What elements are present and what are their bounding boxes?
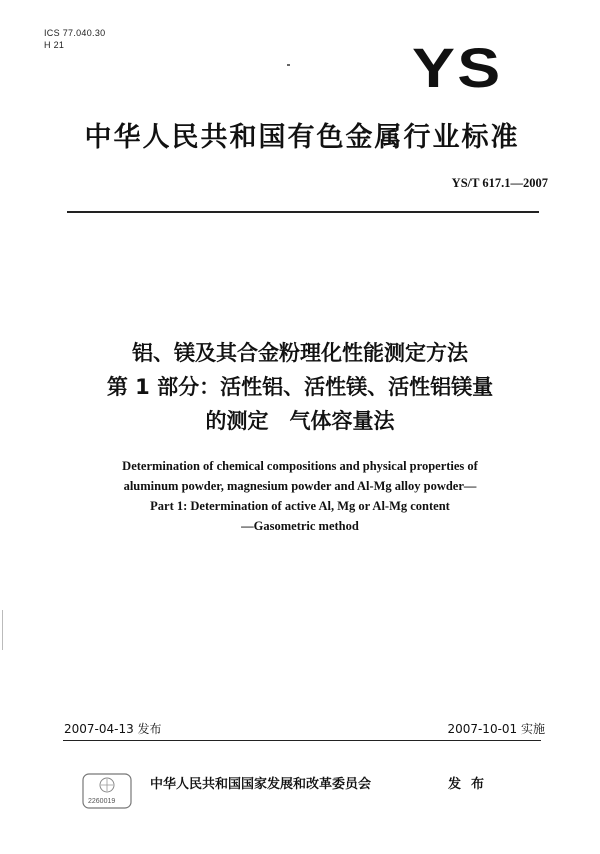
library-stamp — [80, 768, 134, 816]
chinese-title-line-1: 铝、镁及其合金粉理化性能测定方法 — [132, 341, 468, 365]
scan-edge-mark — [2, 610, 3, 650]
standard-number: YS/T 617.1—2007 — [451, 176, 548, 190]
publish-label: 发布 — [448, 777, 495, 792]
chinese-title-line-2: 第 1 部分：活性铝、活性镁、活性铝镁量 — [106, 375, 494, 399]
issue-date: 2007-04-13 发布 — [64, 722, 162, 736]
chinese-title-line-3: 的测定 气体容量法 — [205, 409, 395, 433]
english-title-line-4: —Gasometric method — [241, 519, 359, 533]
publisher-name: 中华人民共和国国家发展和改革委员会 — [150, 777, 372, 792]
stamp-number: 2260019 — [88, 798, 116, 805]
ccs-code: H 21 — [44, 40, 65, 50]
english-title-line-1: Determination of chemical compositions and physical properties of — [122, 459, 478, 473]
header-divider — [67, 211, 539, 213]
ys-logo: YS — [412, 36, 503, 99]
english-title-line-2: aluminum powder, magnesium powder and Al-Mg alloy powder— — [123, 479, 477, 493]
scan-speck — [287, 64, 290, 66]
ics-code: ICS 77.040.30 — [44, 28, 106, 38]
implementation-date: 2007-10-01 实施 — [447, 722, 545, 736]
standard-category-title: 中华人民共和国有色金属行业标准 — [84, 122, 520, 153]
english-title-line-3: Part 1: Determination of active Al, Mg or Al-Mg content — [150, 499, 450, 513]
footer-divider — [63, 740, 541, 741]
